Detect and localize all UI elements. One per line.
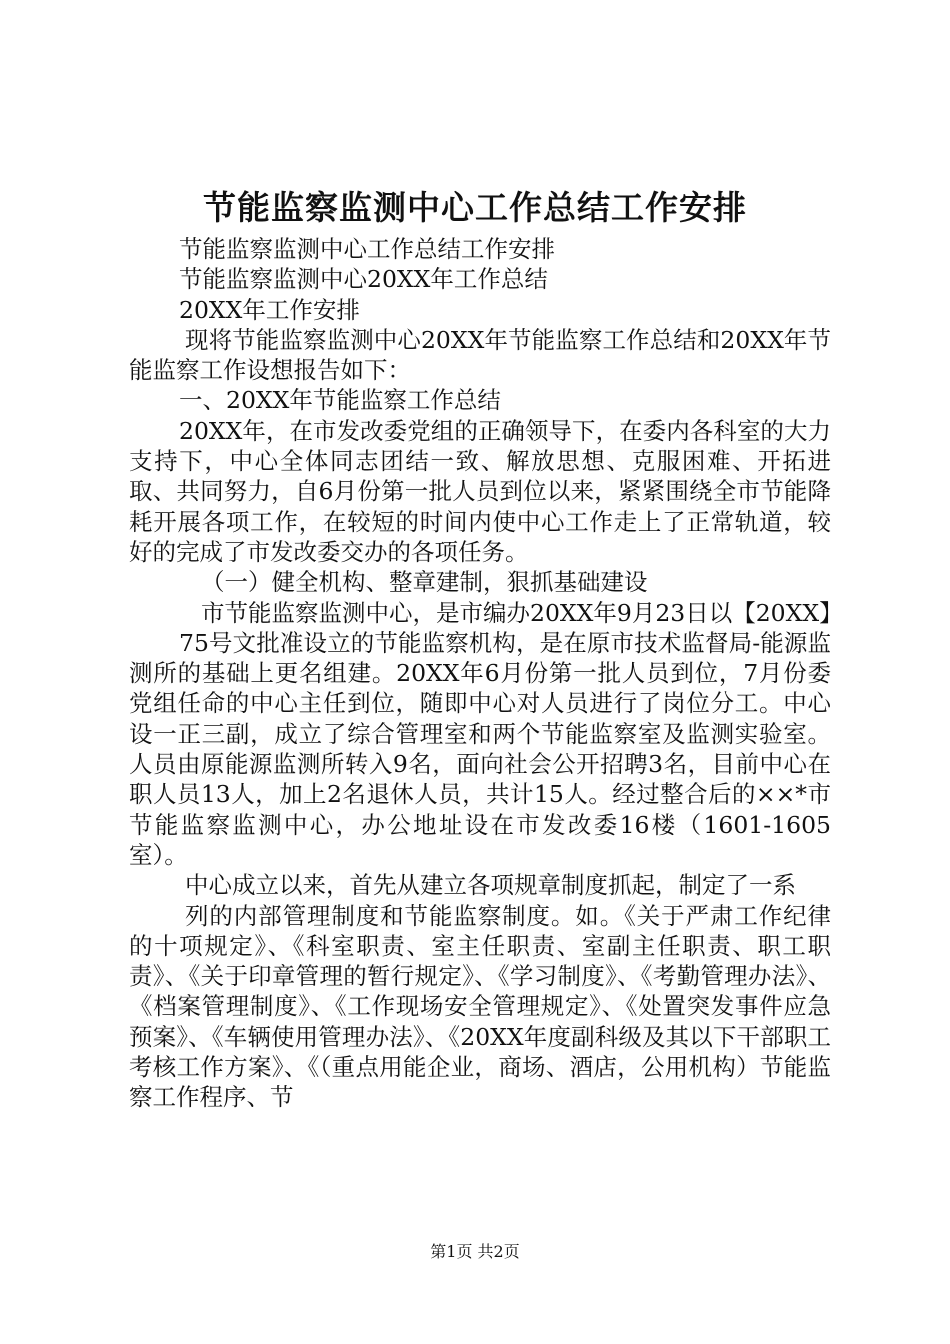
body-paragraph: 中心成立以来，首先从建立各项规章制度抓起，制定了一系 (185, 871, 796, 900)
subsection-heading: （一）健全机构、整章建制，狠抓基础建设 (201, 568, 648, 597)
subtitle-line: 节能监察监测中心20XX年工作总结 (179, 265, 548, 294)
body-paragraph: 75号文批准设立的节能监察机构，是在原市技术监督局-能源监测所的基础上更名组建。20XX年6月份第一批人员到位，7月份委党组任命的中心主任到位，随即中心对人员进行了岗位分工。中心设一正三副，成立了综合管理室和两个节能监察室及监测实验室。人员由原能源监测所转入9名，面向社会公开招聘3名，目前中心在职人员13人，加上2名退休人员，共计15人。经过整合后的××*市节能监察监测中心，办公地址设在市发改委16楼（1601-1605室）。 (129, 628, 831, 869)
body-paragraph: 列的内部管理制度和节能监察制度。如。《关于严肃工作纪律的十项规定》、《科室职责、室主任职责、室副主任职责、职工职责》、《关于印章管理的暂行规定》、《学习制度》、《考勤管理办法》、《档案管理制度》、《工作现场安全管理规定》、《处置突发事件应急预案》、《车辆使用管理办法》、《20XX年度副科级及其以下干部职工考核工作方案》、《（重点用能企业，商场、酒店，公用机构）节能监察工作程序、节 (129, 901, 831, 1112)
subtitle-line: 20XX年工作安排 (179, 295, 360, 324)
document-body (129, 234, 843, 1113)
section-heading: 一、20XX年节能监察工作总结 (179, 386, 501, 415)
body-paragraph: 市节能监察监测中心，是市编办20XX年9月23日以【20XX】 (201, 598, 843, 627)
subtitle-line: 节能监察监测中心工作总结工作安排 (179, 235, 555, 263)
page-number-footer: 第1页 共2页 (430, 1242, 520, 1261)
intro-paragraph: 现将节能监察监测中心20XX年节能监察工作总结和20XX年节能监察工作设想报告如下： (129, 325, 831, 385)
body-paragraph: 20XX年，在市发改委党组的正确领导下，在委内各科室的大力支持下，中心全体同志团结一致、解放思想、克服困难、开拓进取、共同努力，自6月份第一批人员到位以来，紧紧围绕全市节能降耗开展各项工作，在较短的时间内使中心工作走上了正常轨道，较好的完成了市发改委交办的各项任务。 (129, 416, 831, 566)
document-title: 节能监察监测中心工作总结工作安排 (203, 188, 747, 227)
